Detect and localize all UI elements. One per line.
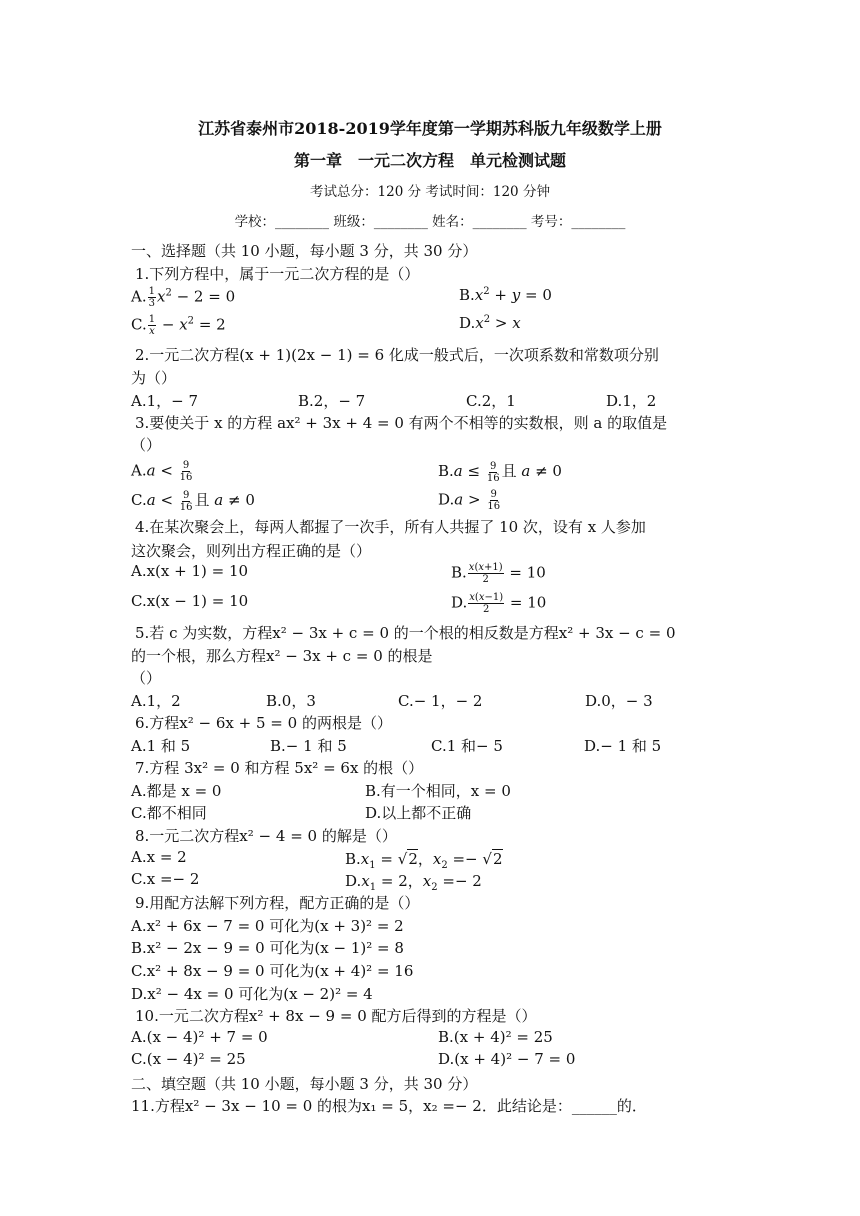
exam-info: 考试总分：120 分 考试时间：120 分钟	[310, 184, 550, 200]
student-info: 学校：________ 班级：________ 姓名：________ 考号：________	[234, 214, 626, 230]
question-5-stem-cont: 的一个根，那么方程x² − 3x + c = 0 的根是	[131, 647, 433, 665]
q6-option-d: D.− 1 和 5	[584, 737, 662, 755]
question-2-stem-cont: 为（）	[131, 369, 177, 387]
q9-option-a: A.x² + 6x − 7 = 0 可化为(x + 3)² = 2	[131, 917, 404, 935]
q2-option-b: B.2，− 7	[298, 392, 366, 410]
q3-option-a: A.a < $\frac{9}{16}$	[131, 460, 193, 483]
q6-option-b: B.− 1 和 5	[270, 737, 347, 755]
section-2-heading: 二、填空题（共 10 小题，每小题 3 分，共 30 分）	[131, 1075, 478, 1093]
exam-title: 江苏省泰州市2018-2019学年度第一学期苏科版九年级数学上册	[198, 119, 662, 138]
q10-option-d: D.(x + 4)² − 7 = 0	[438, 1050, 576, 1068]
q7-option-d: D.以上都不正确	[365, 804, 472, 822]
q10-option-b: B.(x + 4)² = 25	[438, 1028, 553, 1046]
q8-option-d: $D.x_1 = 2$，$x_2 =- 2$	[345, 872, 482, 893]
q5-option-c: C.− 1，− 2	[398, 692, 483, 710]
question-2-stem: 2.一元二次方程(x + 1)(2x − 1) = 6 化成一般式后，一次项系数和常数项分别	[135, 346, 659, 364]
question-1-stem: 1.下列方程中，属于一元二次方程的是（）	[135, 265, 420, 283]
question-10-stem: 10.一元二次方程x² + 8x − 9 = 0 配方后得到的方程是（）	[135, 1007, 537, 1025]
question-7-stem: 7.方程 3x² = 0 和方程 5x² = 6x 的根（）	[135, 759, 424, 777]
q5-option-b: B.0，3	[266, 692, 316, 710]
question-4-stem: 4.在某次聚会上，每两人都握了一次手，所有人共握了 10 次，设有 x 人参加	[135, 518, 646, 536]
q4-option-a: A.x(x + 1) = 10	[131, 562, 249, 580]
question-3-stem: 3.要使关于 x 的方程 ax² + 3x + 4 = 0 有两个不相等的实数根，则 a 的取值是	[135, 414, 668, 432]
q2-option-c: C.2，1	[466, 392, 516, 410]
q7-option-c: C.都不相同	[131, 804, 207, 822]
q7-option-a: A.都是 x = 0	[131, 782, 222, 800]
q3-option-c: C.a < $\frac{9}{16}$ 且 a ≠ 0	[131, 489, 255, 513]
q1-option-c: C. $\frac{1}{x}$ − $x^2 = 2$	[131, 314, 226, 337]
q3-option-d: D.a > $\frac{9}{16}$	[438, 489, 501, 512]
q7-option-b: B.有一个相同，x = 0	[365, 782, 511, 800]
q2-option-d: D.1，2	[606, 392, 657, 410]
q8-option-c: C.x =− 2	[131, 870, 200, 888]
q10-option-c: C.(x − 4)² = 25	[131, 1050, 246, 1068]
q6-option-c: C.1 和− 5	[431, 737, 503, 755]
q2-option-a: A.1，− 7	[131, 392, 199, 410]
q5-option-a: A.1，2	[131, 692, 181, 710]
q9-option-d: D.x² − 4x = 0 可化为(x − 2)² = 4	[131, 985, 373, 1003]
section-1-heading: 一、选择题（共 10 小题，每小题 3 分，共 30 分）	[131, 242, 478, 260]
question-6-stem: 6.方程x² − 6x + 5 = 0 的两根是（）	[135, 714, 392, 732]
question-3-stem-cont: （）	[131, 436, 162, 454]
question-4-stem-cont: 这次聚会，则列出方程正确的是（）	[131, 542, 372, 560]
question-8-stem: 8.一元二次方程x² − 4 = 0 的解是（）	[135, 827, 397, 845]
q1-option-b: $B.x^2 + y = 0$	[459, 286, 552, 304]
q4-option-b: B. $\frac{x(x+1)}{2}$ = 10	[451, 562, 546, 585]
q4-option-c: C.x(x − 1) = 10	[131, 592, 249, 610]
q5-option-d: D.0，− 3	[585, 692, 653, 710]
q8-option-a: A.x = 2	[131, 848, 187, 866]
question-11-stem: 11.方程x² − 3x − 10 = 0 的根为x₁ = 5，x₂ =− 2．此结论是：______的．	[131, 1097, 647, 1115]
q1-option-a: A. $\frac{1}{3}$ $x^2 - 2 = 0$	[131, 286, 236, 309]
q8-option-b: $B.x_1 = √2$，$x_2 =- √2$	[345, 850, 503, 871]
q6-option-a: A.1 和 5	[131, 737, 191, 755]
q3-option-b: B.a ≤ $\frac{9}{16}$ 且 a ≠ 0	[438, 460, 562, 484]
question-5-stem-end: （）	[131, 669, 162, 687]
q10-option-a: A.(x − 4)² + 7 = 0	[131, 1028, 268, 1046]
exam-subtitle: 第一章 一元二次方程 单元检测试题	[293, 151, 566, 170]
q9-option-b: B.x² − 2x − 9 = 0 可化为(x − 1)² = 8	[131, 939, 404, 957]
q4-option-d: D. $\frac{x(x-1)}{2}$ = 10	[451, 592, 547, 615]
question-9-stem: 9.用配方法解下列方程，配方正确的是（）	[135, 894, 420, 912]
question-5-stem: 5.若 c 为实数，方程x² − 3x + c = 0 的一个根的相反数是方程x² + 3x − c = 0	[135, 624, 676, 642]
q9-option-c: C.x² + 8x − 9 = 0 可化为(x + 4)² = 16	[131, 962, 414, 980]
q1-option-d: $D.x^2 > x$	[459, 314, 521, 332]
